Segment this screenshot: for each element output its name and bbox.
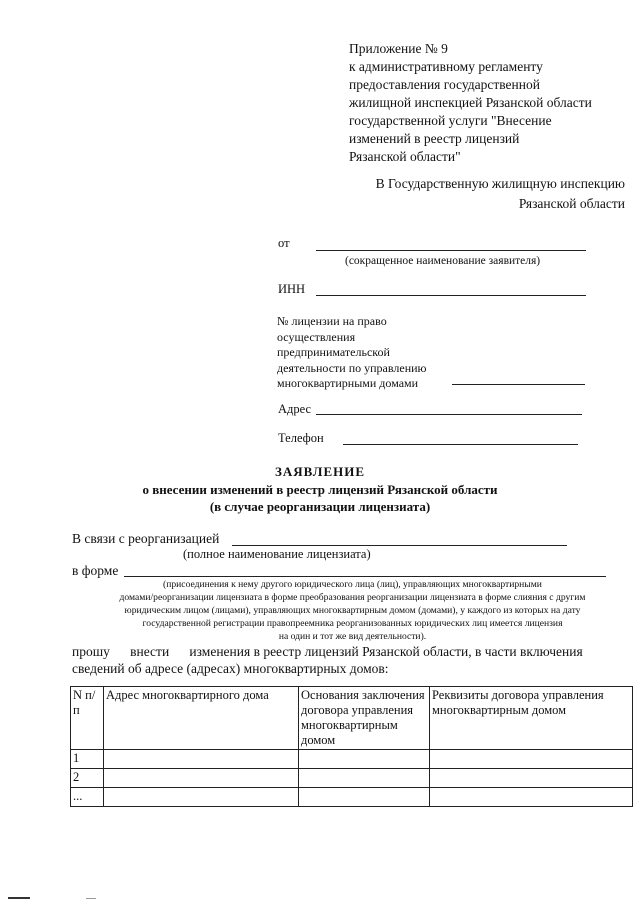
phone-field[interactable] [343,444,578,445]
license-line: деятельности по управлению [277,360,427,375]
form-label: в форме [72,563,119,578]
col-contract-header: Реквизиты договора управления многоквартирным домом [430,687,633,750]
row-address-cell[interactable] [104,769,299,788]
from-hint: (сокращенное наименование заявителя) [345,255,541,267]
form-hint-line: домами/реорганизации лицензиата в форме преобразования реорганизации лицензиата в форме слияния с другим [119,592,586,603]
license-line: многоквартирными домами [277,376,419,390]
request-line-2: сведений об адресе (адресах) многоквартирных домов: [72,661,389,676]
form-hint-line: (присоединения к нему другого юридического лица (лиц), управляющих многоквартирными [163,579,542,590]
inn-field[interactable] [316,295,586,296]
col-number-header: N п/п [71,687,104,750]
row-basis-cell[interactable] [299,769,430,788]
appendix-line: предоставления государственной [349,77,540,92]
license-line: № лицензии на право [277,314,387,328]
appendix-line: государственной услуги "Внесение [349,113,552,128]
row-number: 1 [71,750,104,769]
license-label [277,314,457,392]
appendix-line: Приложение № 9 [349,41,448,56]
form-hint-line: на один и тот же вид деятельности). [278,631,427,642]
row-basis-cell[interactable] [299,750,430,769]
document-title: ЗАЯВЛЕНИЕ [274,464,366,479]
appendix-header [349,40,624,166]
scan-mark [8,897,30,899]
form-hint-line: юридическим лицом (лицами), управляющих многоквартирным домом (домами), у каждого из которых на дату [124,605,581,616]
license-line: предпринимательской [277,345,390,359]
row-contract-cell[interactable] [430,750,633,769]
addressee-line-2: Рязанской области [518,196,625,211]
form-field[interactable] [124,576,606,577]
form-hint-line: государственной регистрации правопреемника реорганизованных юридических лиц имеется лицензия [142,618,563,629]
col-address-header: Адрес многоквартирного дома [104,687,299,750]
address-label: Адрес [278,402,312,416]
appendix-line: Рязанской области" [349,149,461,164]
request-line-1: прошу внести изменения в реестр лицензий Рязанской области, в части включения [72,644,583,659]
appendix-line: изменений в реестр лицензий [349,131,520,146]
table-header-row [71,687,633,750]
license-line: осуществления [277,329,356,344]
row-number: ... [71,788,104,807]
row-address-cell[interactable] [104,788,299,807]
inn-label: ИНН [278,282,306,296]
addressee [300,174,625,214]
row-contract-cell[interactable] [430,769,633,788]
houses-table [70,686,633,807]
addressee-line-1: В Государственную жилищную инспекцию [375,176,625,191]
from-label: от [278,236,290,250]
appendix-line: жилищной инспекцией Рязанской области [349,95,592,110]
license-field[interactable] [452,384,585,385]
row-number: 2 [71,769,104,788]
address-field[interactable] [316,414,582,415]
reorg-field[interactable] [232,545,567,546]
row-address-cell[interactable] [104,750,299,769]
phone-label: Телефон [278,431,324,445]
table-row [71,769,633,788]
col-basis-header: Основания заключения договора управления многоквартирным домом [299,687,430,750]
reorg-hint: (полное наименование лицензиата) [183,547,371,561]
form-hint [70,578,635,643]
appendix-line: к административному регламенту [349,59,543,74]
table-row [71,788,633,807]
document-subtitle-note: (в случае реорганизации лицензиата) [209,499,431,514]
from-field[interactable] [316,250,586,251]
document-subtitle: о внесении изменений в реестр лицензий Рязанской области [142,482,498,497]
row-basis-cell[interactable] [299,788,430,807]
scan-dash [86,898,96,899]
table-row [71,750,633,769]
reorg-label: В связи с реорганизацией [72,531,220,546]
row-contract-cell[interactable] [430,788,633,807]
